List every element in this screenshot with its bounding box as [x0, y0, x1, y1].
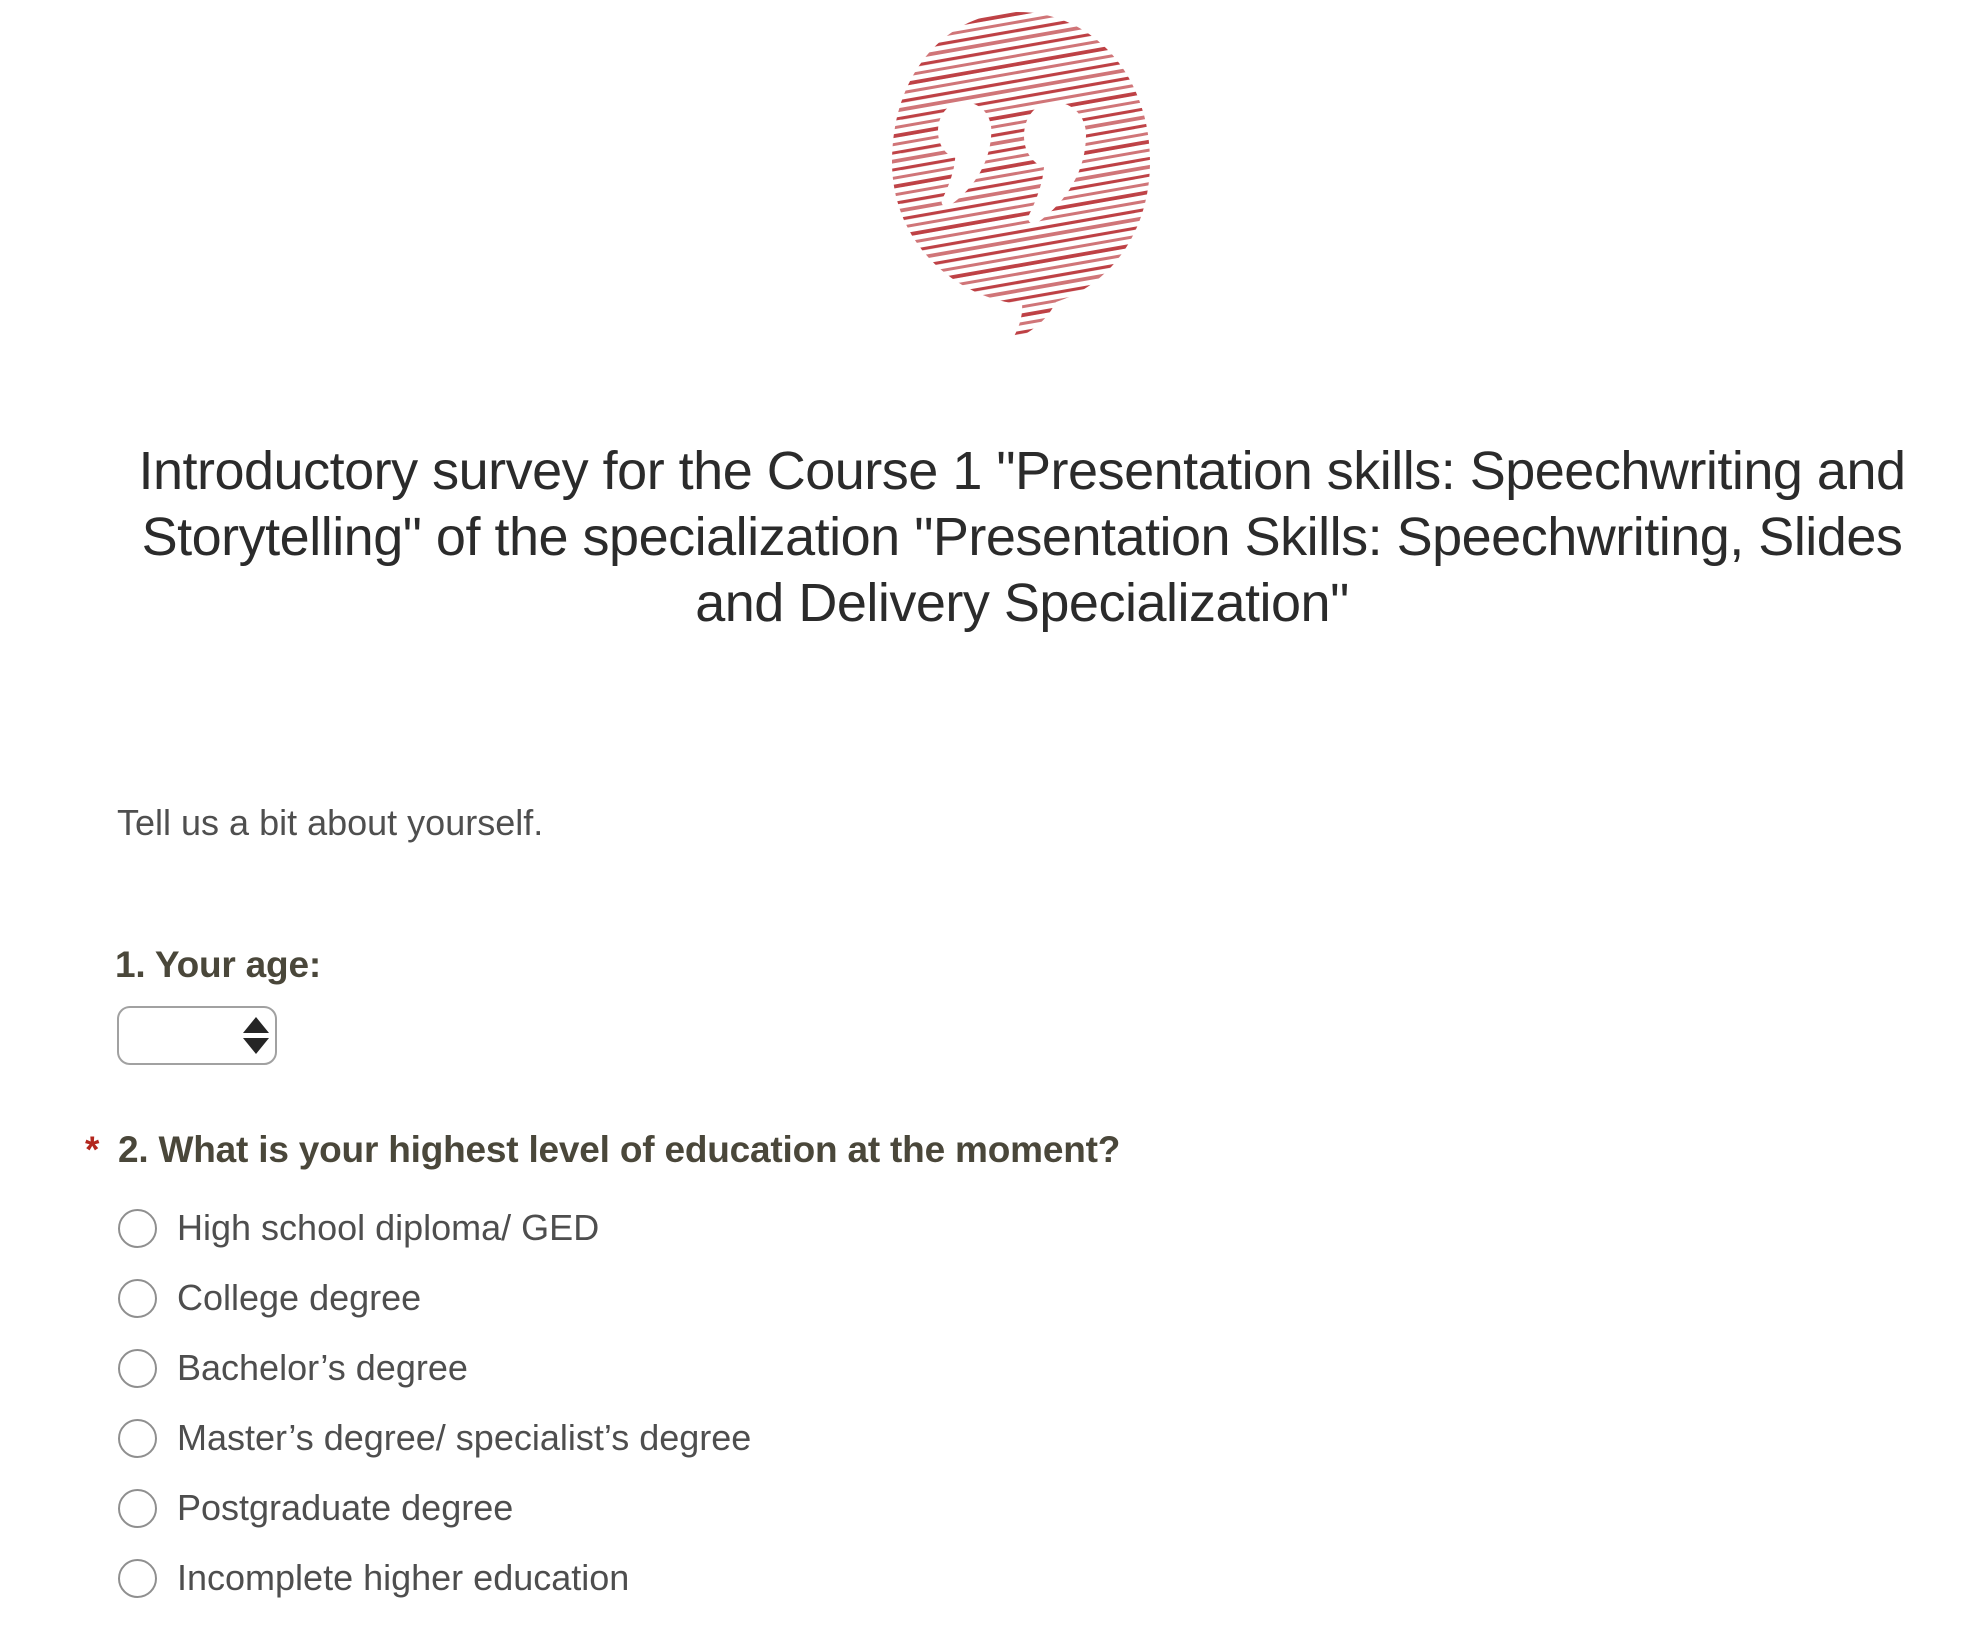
radio-icon[interactable] — [118, 1419, 157, 1458]
radio-option-row[interactable] — [118, 1403, 751, 1473]
radio-option-label[interactable]: High school diploma/ GED — [177, 1207, 600, 1248]
scribble-hatch — [884, 6, 1156, 346]
radio-icon[interactable] — [118, 1279, 157, 1318]
radio-option-label[interactable]: Master’s degree/ specialist’s degree — [177, 1417, 752, 1458]
stepper-up-icon — [243, 1017, 269, 1033]
logo-speech-bubble-icon — [884, 6, 1156, 346]
radio-option-row[interactable] — [118, 1333, 751, 1403]
stepper-down-icon — [243, 1038, 269, 1054]
radio-option-row[interactable] — [118, 1263, 751, 1333]
quote-mark-left — [938, 102, 991, 207]
radio-option-label[interactable]: Incomplete higher education — [177, 1557, 630, 1598]
question-2-heading — [85, 1129, 1120, 1171]
select-stepper — [243, 1017, 269, 1054]
radio-option-row[interactable] — [118, 1473, 751, 1543]
survey-title — [117, 438, 1927, 636]
radio-option-label[interactable]: Bachelor’s degree — [177, 1347, 468, 1388]
radio-icon[interactable] — [118, 1559, 157, 1598]
survey-title-line-1: Introductory survey for the Course 1 "Presentation skills: Speechwriting and — [138, 441, 1906, 501]
intro-text: Tell us a bit about yourself. — [117, 802, 544, 843]
radio-option-label[interactable]: College degree — [177, 1277, 422, 1318]
question-2-options — [118, 1193, 751, 1613]
survey-title-line-2: Storytelling" of the specialization "Presentation Skills: Speechwriting, Slides — [141, 507, 1903, 567]
question-2-label: 2. What is your highest level of education at the moment? — [118, 1129, 1121, 1170]
required-asterisk: * — [85, 1129, 100, 1170]
radio-option-row[interactable] — [118, 1193, 751, 1263]
radio-icon[interactable] — [118, 1209, 157, 1248]
question-1-label: 1. Your age: — [115, 944, 321, 985]
age-select[interactable] — [117, 1006, 277, 1065]
radio-icon[interactable] — [118, 1489, 157, 1528]
survey-title-line-3: and Delivery Specialization" — [695, 573, 1349, 633]
radio-option-row[interactable] — [118, 1543, 751, 1613]
radio-option-label[interactable]: Postgraduate degree — [177, 1487, 514, 1528]
radio-icon[interactable] — [118, 1349, 157, 1388]
